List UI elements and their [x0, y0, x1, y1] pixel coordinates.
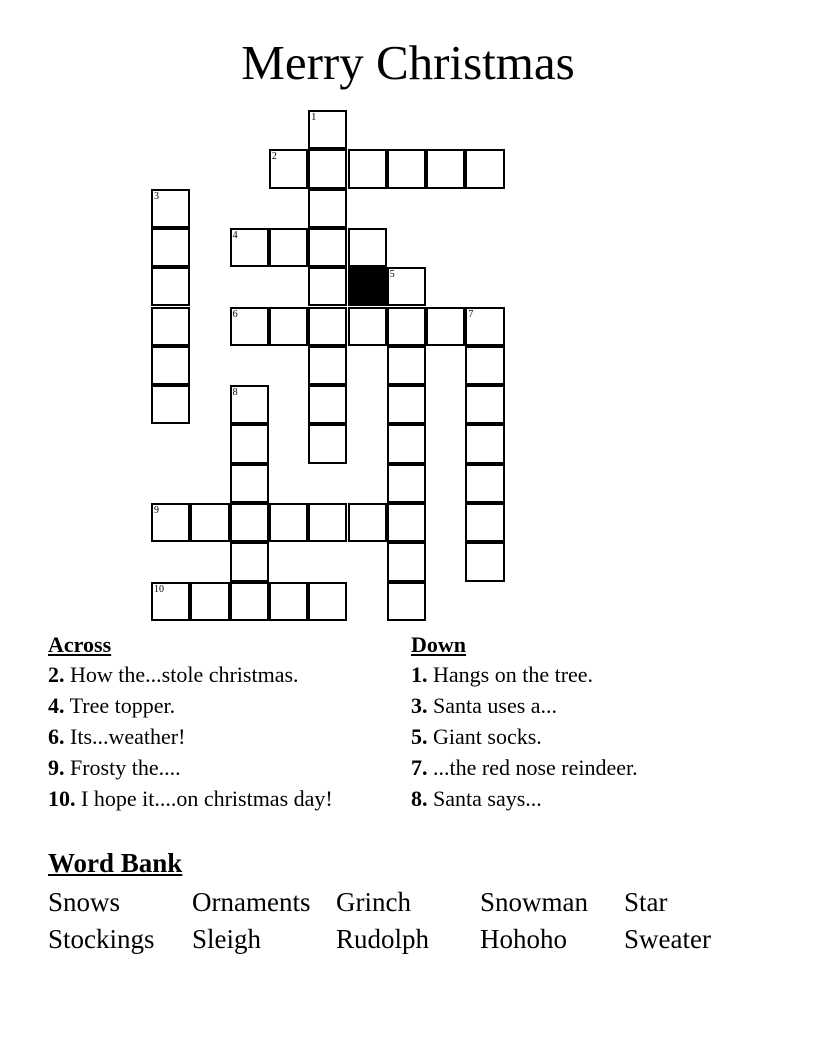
black-cell [348, 267, 387, 306]
word-bank-word: Snows [48, 887, 121, 917]
clue-number: 2 [271, 151, 277, 163]
clue-number: 9. [48, 755, 65, 780]
across-clue [48, 659, 333, 690]
clue-number: 2. [48, 662, 65, 687]
crossword-cell[interactable] [308, 307, 347, 346]
clue-number: 7 [468, 308, 474, 320]
crossword-cell[interactable] [308, 503, 347, 542]
word-bank-word: Hohoho [480, 924, 567, 954]
crossword-cell[interactable] [348, 228, 387, 267]
clue-number: 3 [154, 190, 159, 202]
crossword-cell[interactable] [465, 464, 504, 503]
crossword-cell[interactable] [465, 346, 504, 385]
crossword-cell[interactable] [387, 503, 426, 542]
crossword-cell[interactable] [308, 385, 347, 424]
crossword-cell[interactable] [190, 582, 229, 621]
crossword-cell[interactable] [465, 503, 504, 542]
word-bank-word: Grinch [336, 887, 411, 917]
crossword-cell[interactable] [230, 424, 269, 463]
crossword-cell[interactable] [269, 149, 308, 188]
crossword-cell[interactable] [348, 307, 387, 346]
down-clue [411, 690, 638, 721]
down-clue [411, 783, 638, 814]
clue-text: Frosty the.... [64, 755, 181, 780]
crossword-cell[interactable] [465, 149, 504, 188]
clue-number: 4 [232, 229, 238, 241]
clue-number: 6. [48, 724, 65, 749]
crossword-cell[interactable] [230, 464, 269, 503]
clue-number: 8 [232, 387, 238, 399]
clue-number: 4. [48, 693, 65, 718]
crossword-cell[interactable] [230, 307, 269, 346]
word-bank-row [48, 921, 768, 958]
crossword-cell[interactable] [269, 582, 308, 621]
crossword-cell[interactable] [465, 307, 504, 346]
down-heading: Down [411, 632, 467, 657]
crossword-cell[interactable] [465, 424, 504, 463]
word-bank-heading: Word Bank [48, 848, 183, 878]
crossword-cell[interactable] [387, 149, 426, 188]
down-clue [411, 721, 638, 752]
crossword-cell[interactable] [230, 582, 269, 621]
across-clue [48, 721, 333, 752]
clue-text: Hangs on the tree. [427, 662, 594, 687]
crossword-cell[interactable] [387, 267, 426, 306]
crossword-cell[interactable] [387, 582, 426, 621]
word-bank-word: Sleigh [192, 924, 262, 954]
word-bank-word: Rudolph [336, 924, 430, 954]
crossword-cell[interactable] [348, 149, 387, 188]
crossword-cell[interactable] [308, 424, 347, 463]
word-bank-word: Snowman [480, 887, 588, 917]
crossword-cell[interactable] [387, 542, 426, 581]
crossword-cell[interactable] [308, 267, 347, 306]
crossword-cell[interactable] [465, 385, 504, 424]
crossword-cell[interactable] [308, 582, 347, 621]
crossword-cell[interactable] [426, 149, 465, 188]
crossword-cell[interactable] [308, 189, 347, 228]
crossword-cell[interactable] [190, 503, 229, 542]
across-clue [48, 783, 333, 814]
down-clue [411, 659, 638, 690]
across-clue [48, 690, 333, 721]
crossword-cell[interactable] [387, 464, 426, 503]
clue-text: Santa says... [427, 786, 542, 811]
down-clue [411, 752, 638, 783]
word-bank-word: Star [624, 887, 668, 917]
crossword-cell[interactable] [348, 503, 387, 542]
clue-number: 3. [411, 693, 428, 718]
clue-number: 10 [154, 583, 164, 595]
across-clue [48, 752, 333, 783]
crossword-cell[interactable] [151, 385, 190, 424]
crossword-cell[interactable] [387, 385, 426, 424]
clue-number: 7. [411, 755, 428, 780]
crossword-cell[interactable] [151, 503, 190, 542]
crossword-cell[interactable] [230, 542, 269, 581]
crossword-cell[interactable] [308, 228, 347, 267]
clue-number: 5. [411, 724, 428, 749]
crossword-cell[interactable] [151, 189, 190, 228]
crossword-cell[interactable] [151, 582, 190, 621]
crossword-cell[interactable] [151, 228, 190, 267]
crossword-cell[interactable] [308, 110, 347, 149]
clue-number: 10. [48, 786, 76, 811]
crossword-cell[interactable] [308, 346, 347, 385]
clue-number: 1 [311, 112, 317, 123]
word-bank-row [48, 884, 768, 921]
clue-text: ...the red nose reindeer. [427, 755, 638, 780]
crossword-cell[interactable] [230, 228, 269, 267]
crossword-cell[interactable] [151, 346, 190, 385]
clue-number: 8. [411, 786, 428, 811]
clue-number: 6 [232, 308, 238, 320]
clue-text: Its...weather! [64, 724, 186, 749]
word-bank-word: Stockings [48, 924, 155, 954]
across-clues [48, 631, 333, 814]
clue-number: 5 [389, 269, 395, 281]
crossword-cell[interactable] [426, 307, 465, 346]
word-bank-word: Sweater [624, 924, 711, 954]
crossword-cell[interactable] [269, 503, 308, 542]
clue-number: 1. [411, 662, 428, 687]
crossword-cell[interactable] [387, 424, 426, 463]
clue-text: Santa uses a... [427, 693, 558, 718]
clue-text: Giant socks. [427, 724, 542, 749]
clue-text: I hope it....on christmas day! [75, 786, 333, 811]
down-clues [411, 631, 638, 814]
page-title: Merry Christmas [241, 35, 575, 90]
crossword-cell[interactable] [269, 307, 308, 346]
crossword-cell[interactable] [230, 503, 269, 542]
crossword-cell[interactable] [387, 346, 426, 385]
clue-text: How the...stole christmas. [64, 662, 299, 687]
crossword-cell[interactable] [151, 267, 190, 306]
word-bank [48, 884, 768, 958]
crossword-cell[interactable] [308, 149, 347, 188]
crossword-cell[interactable] [230, 385, 269, 424]
clue-text: Tree topper. [64, 693, 176, 718]
clue-number: 9 [154, 505, 159, 516]
crossword-cell[interactable] [387, 307, 426, 346]
word-bank-word: Ornaments [192, 887, 311, 917]
crossword-cell[interactable] [269, 228, 308, 267]
across-heading: Across [48, 632, 112, 657]
crossword-cell[interactable] [465, 542, 504, 581]
crossword-cell[interactable] [151, 307, 190, 346]
